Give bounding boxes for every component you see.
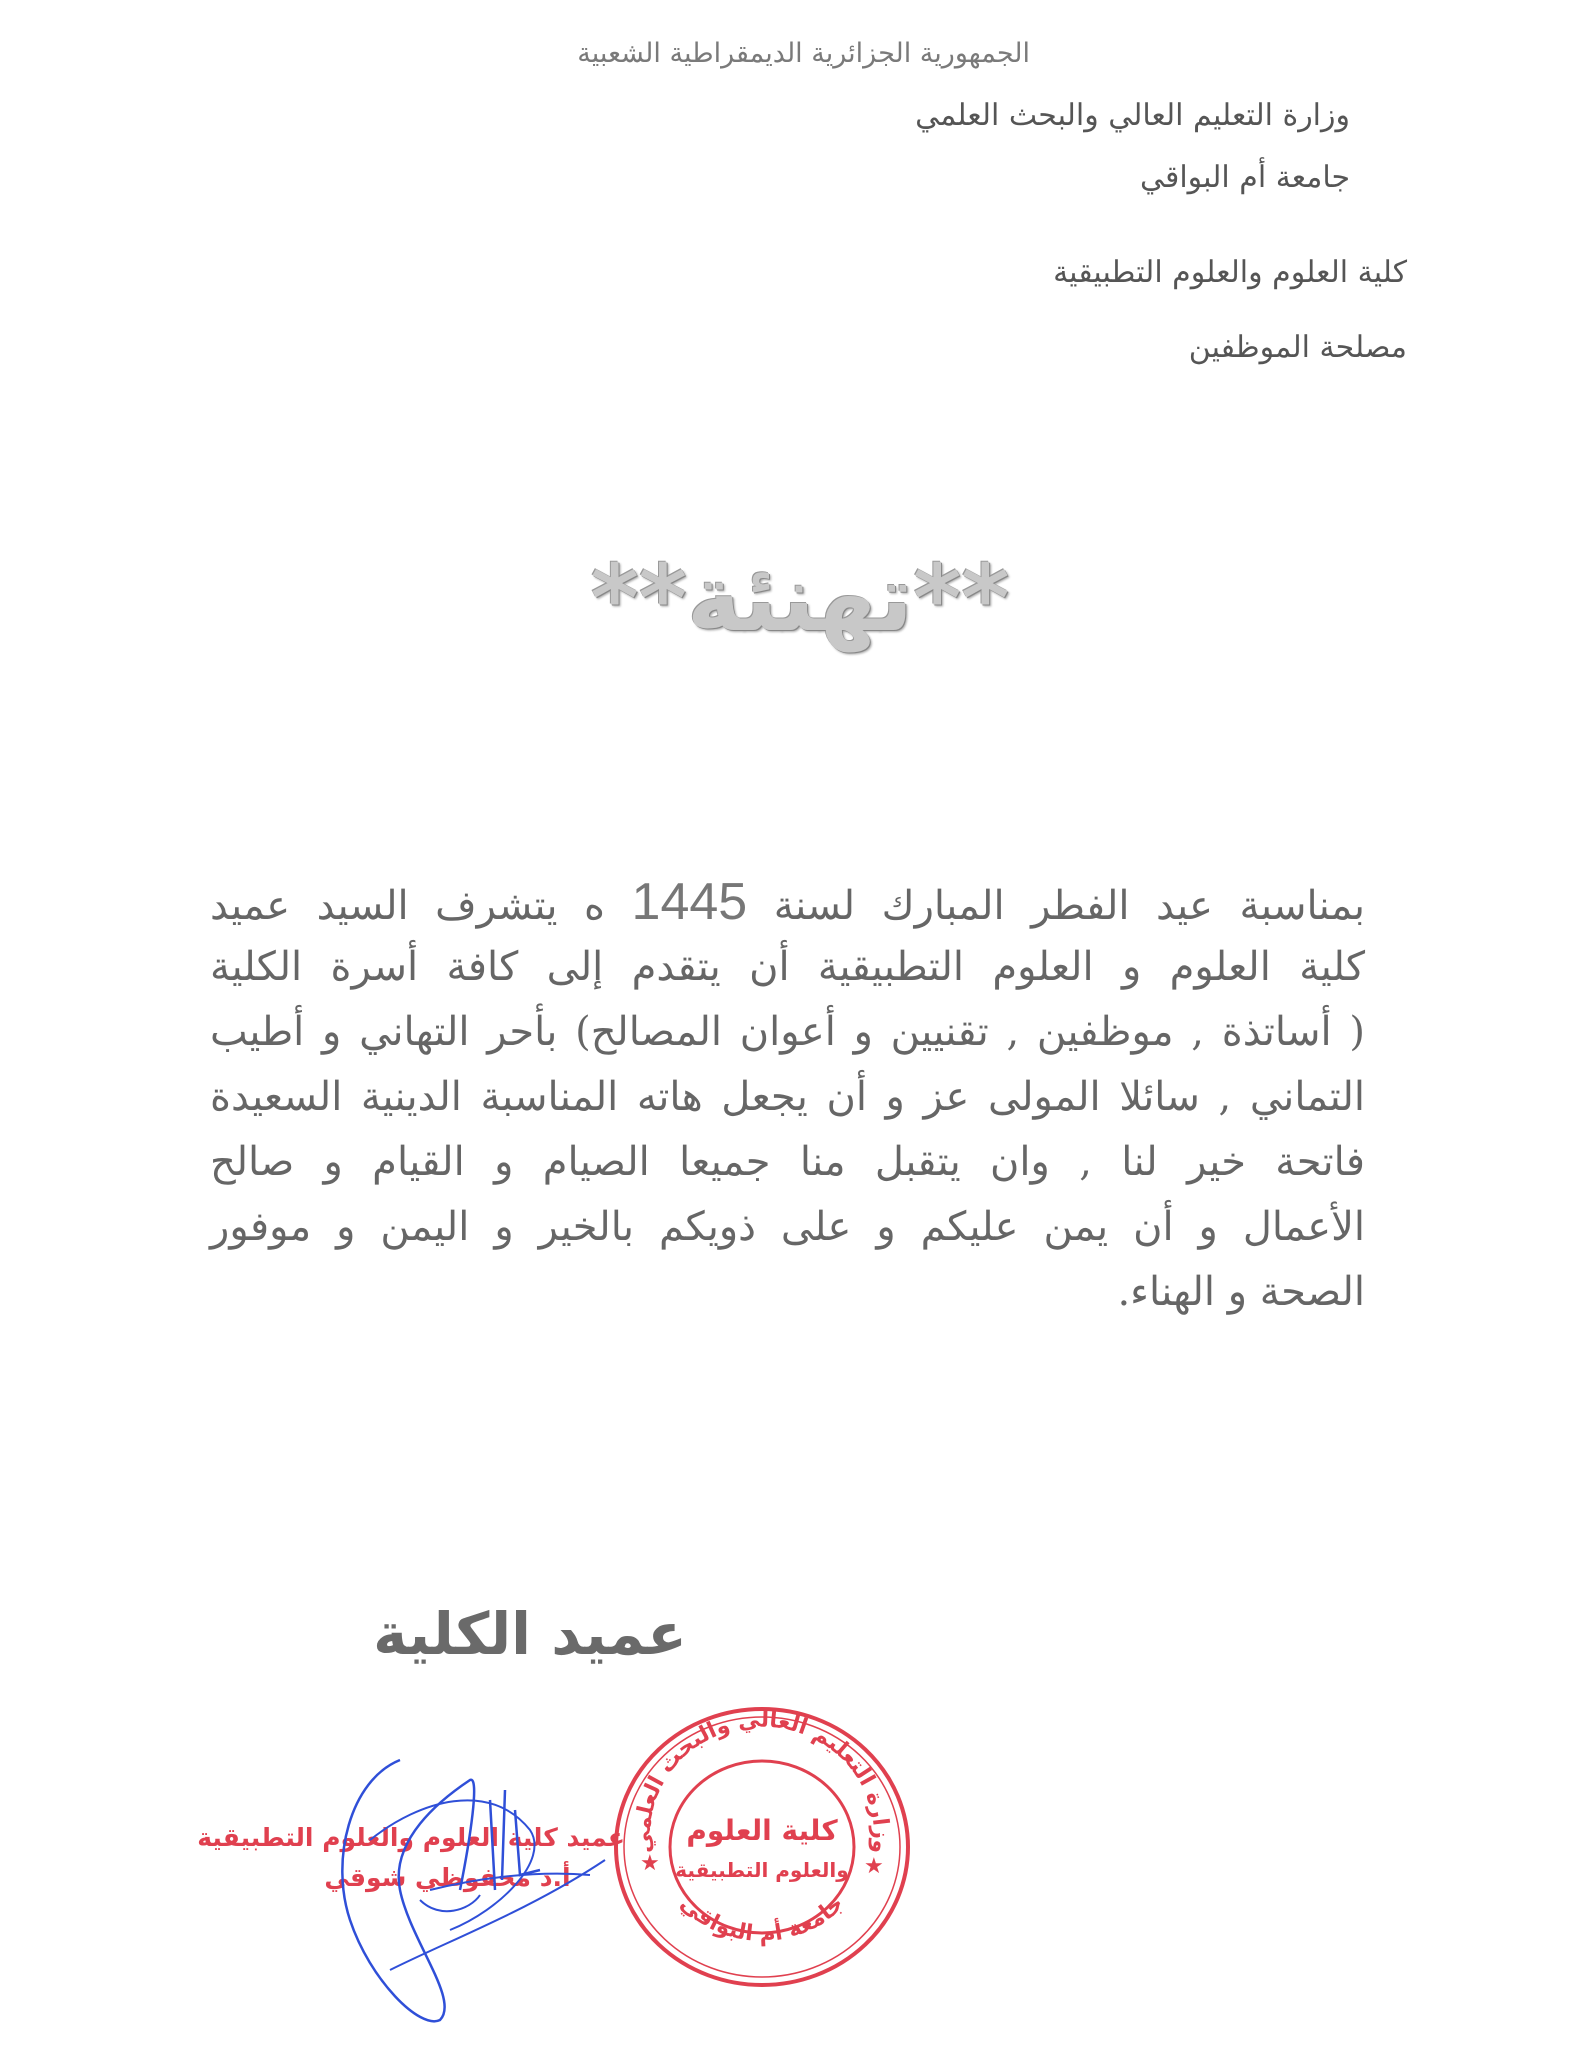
header-ministry: وزارة التعليم العالي والبحث العلمي [915,98,1350,133]
header-republic: الجمهورية الجزائرية الديمقراطية الشعبية [577,38,1030,69]
dean-title: عميد الكلية [373,1600,687,1668]
seal-outer-text: وزارة التعليم العالي والبحث العلمي [630,1707,894,1855]
body-line-7: الصحة و الهناء. [1117,1269,1365,1315]
body-line-3: ( أساتذة , موظفين , تقنيين و أعوان المصالح) بأحر التهاني و أطيب [210,1009,1365,1055]
header-faculty: كلية العلوم والعلوم التطبيقية [1053,255,1407,290]
body-line-6: الأعمال و أن يمن عليكم و على ذويكم بالخير و اليمن و موفور [210,1204,1365,1250]
congratulation-body [210,870,1365,1325]
seal-center-line-2: والعلوم التطبيقية [675,1858,849,1882]
handwritten-signature [330,1740,610,2045]
seal-star-right: ★ [864,1854,884,1879]
header-university: جامعة أم البواقي [1140,160,1350,195]
year-number: 1445 [631,873,748,931]
seal-star-left: ★ [640,1851,660,1876]
stamp-dean-role: عميد كلية العلوم والعلوم التطبيقية [197,1823,625,1852]
page-title: **تهنئة** [590,545,1010,652]
body-line-1-start: بمناسبة عيد الفطر المبارك لسنة [773,883,1366,929]
seal-bottom-text: جامعة أم البواقي [675,1891,849,1948]
seal-center-line-1: كلية العلوم [686,1814,838,1847]
body-line-4: التماني , سائلا المولى عز و أن يجعل هاته المناسبة الدينية السعيدة [210,1074,1365,1120]
official-seal [612,1705,912,1990]
body-line-2: كلية العلوم و العلوم التطبيقية أن يتقدم إلى كافة أسرة الكلية [210,944,1365,990]
body-line-5: فاتحة خير لنا , وان يتقبل منا جميعا الصيام و القيام و صالح [210,1139,1365,1185]
header-service: مصلحة الموظفين [1188,330,1407,365]
stamp-dean-name: أ.د محفوظي شوقي [324,1863,571,1892]
body-line-1-end: ه يتشرف السيد عميد [210,883,606,929]
body-line-1 [210,870,1365,935]
